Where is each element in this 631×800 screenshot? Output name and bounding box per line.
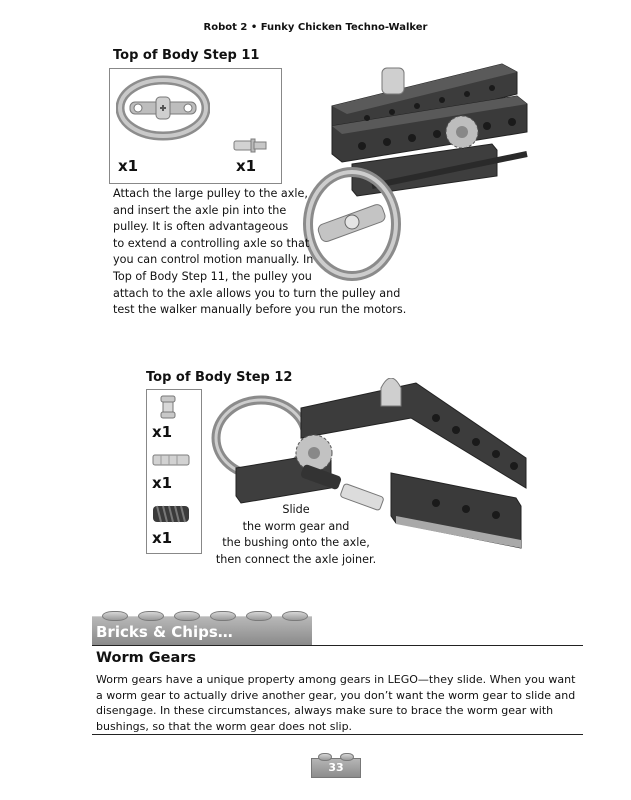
step-12-parts-box [146,389,202,554]
step-11-text-line: to extend a controlling axle so that [113,236,310,250]
step-11-text-line: you can control motion manually. In [113,253,314,267]
step-12-caption-line: Slide [282,503,310,516]
worm-gear-icon [151,502,191,526]
step-11-text-line: pulley. It is often advantageous [113,220,289,234]
sidebar-title: Worm Gears [96,650,197,666]
step-11-pulley-qty: x1 [118,157,139,175]
bricks-chips-banner [92,616,312,645]
step-12-axle-joiner-qty: x1 [152,474,173,492]
step-12-caption [206,502,386,568]
step-11-body-text [113,186,413,319]
step-11-text-line: and insert the axle pin into the [113,203,287,217]
step-12-caption-line: then connect the axle joiner. [215,552,377,566]
step-12-caption-line: the bushing onto the axle, [222,536,370,550]
step-12-caption-line: the worm gear and [242,519,350,533]
page-number: 33 [328,761,344,774]
step-11-text-line: Attach the large pulley to the axle, [113,187,308,200]
sidebar-text-line: disengage. In these circumstances, always make sure to brace the worm gear with [96,704,554,717]
axle-pin-icon [232,135,268,155]
step-11-title: Top of Body Step 11 [113,48,260,63]
step-11-axle-pin-qty: x1 [236,157,257,175]
sidebar-text-line: Worm gears have a unique property among gears in LEGO—they slide. When you want [96,673,576,686]
step-12-bushing-qty: x1 [152,423,173,441]
sidebar-bottom-rule [92,734,583,735]
bricks-chips-label: Bricks & Chips… [96,623,233,641]
axle-joiner-icon [151,452,191,468]
running-header: Robot 2 • Funky Chicken Techno-Walker [203,22,428,33]
step-11-text-line: test the walker manually before you run the motors. [113,303,407,317]
step-11-text-line: attach to the axle allows you to turn the pulley and [113,286,401,300]
step-12-worm-gear-qty: x1 [152,529,173,547]
sidebar-body-text [96,672,586,734]
pulley-icon [116,75,210,141]
step-11-parts-box [109,68,282,184]
sidebar-text-line: a worm gear to actually drive another gear, you don’t want the worm gear to slide and [96,688,576,702]
page-number-badge [311,758,361,778]
bushing-icon [159,394,177,420]
sidebar-text-line: bushings, so that the worm gear does not slip. [96,719,353,733]
step-11-text-line: Top of Body Step 11, the pulley you [113,269,312,283]
step-12-title: Top of Body Step 12 [146,370,293,385]
sidebar-top-rule [92,645,583,646]
